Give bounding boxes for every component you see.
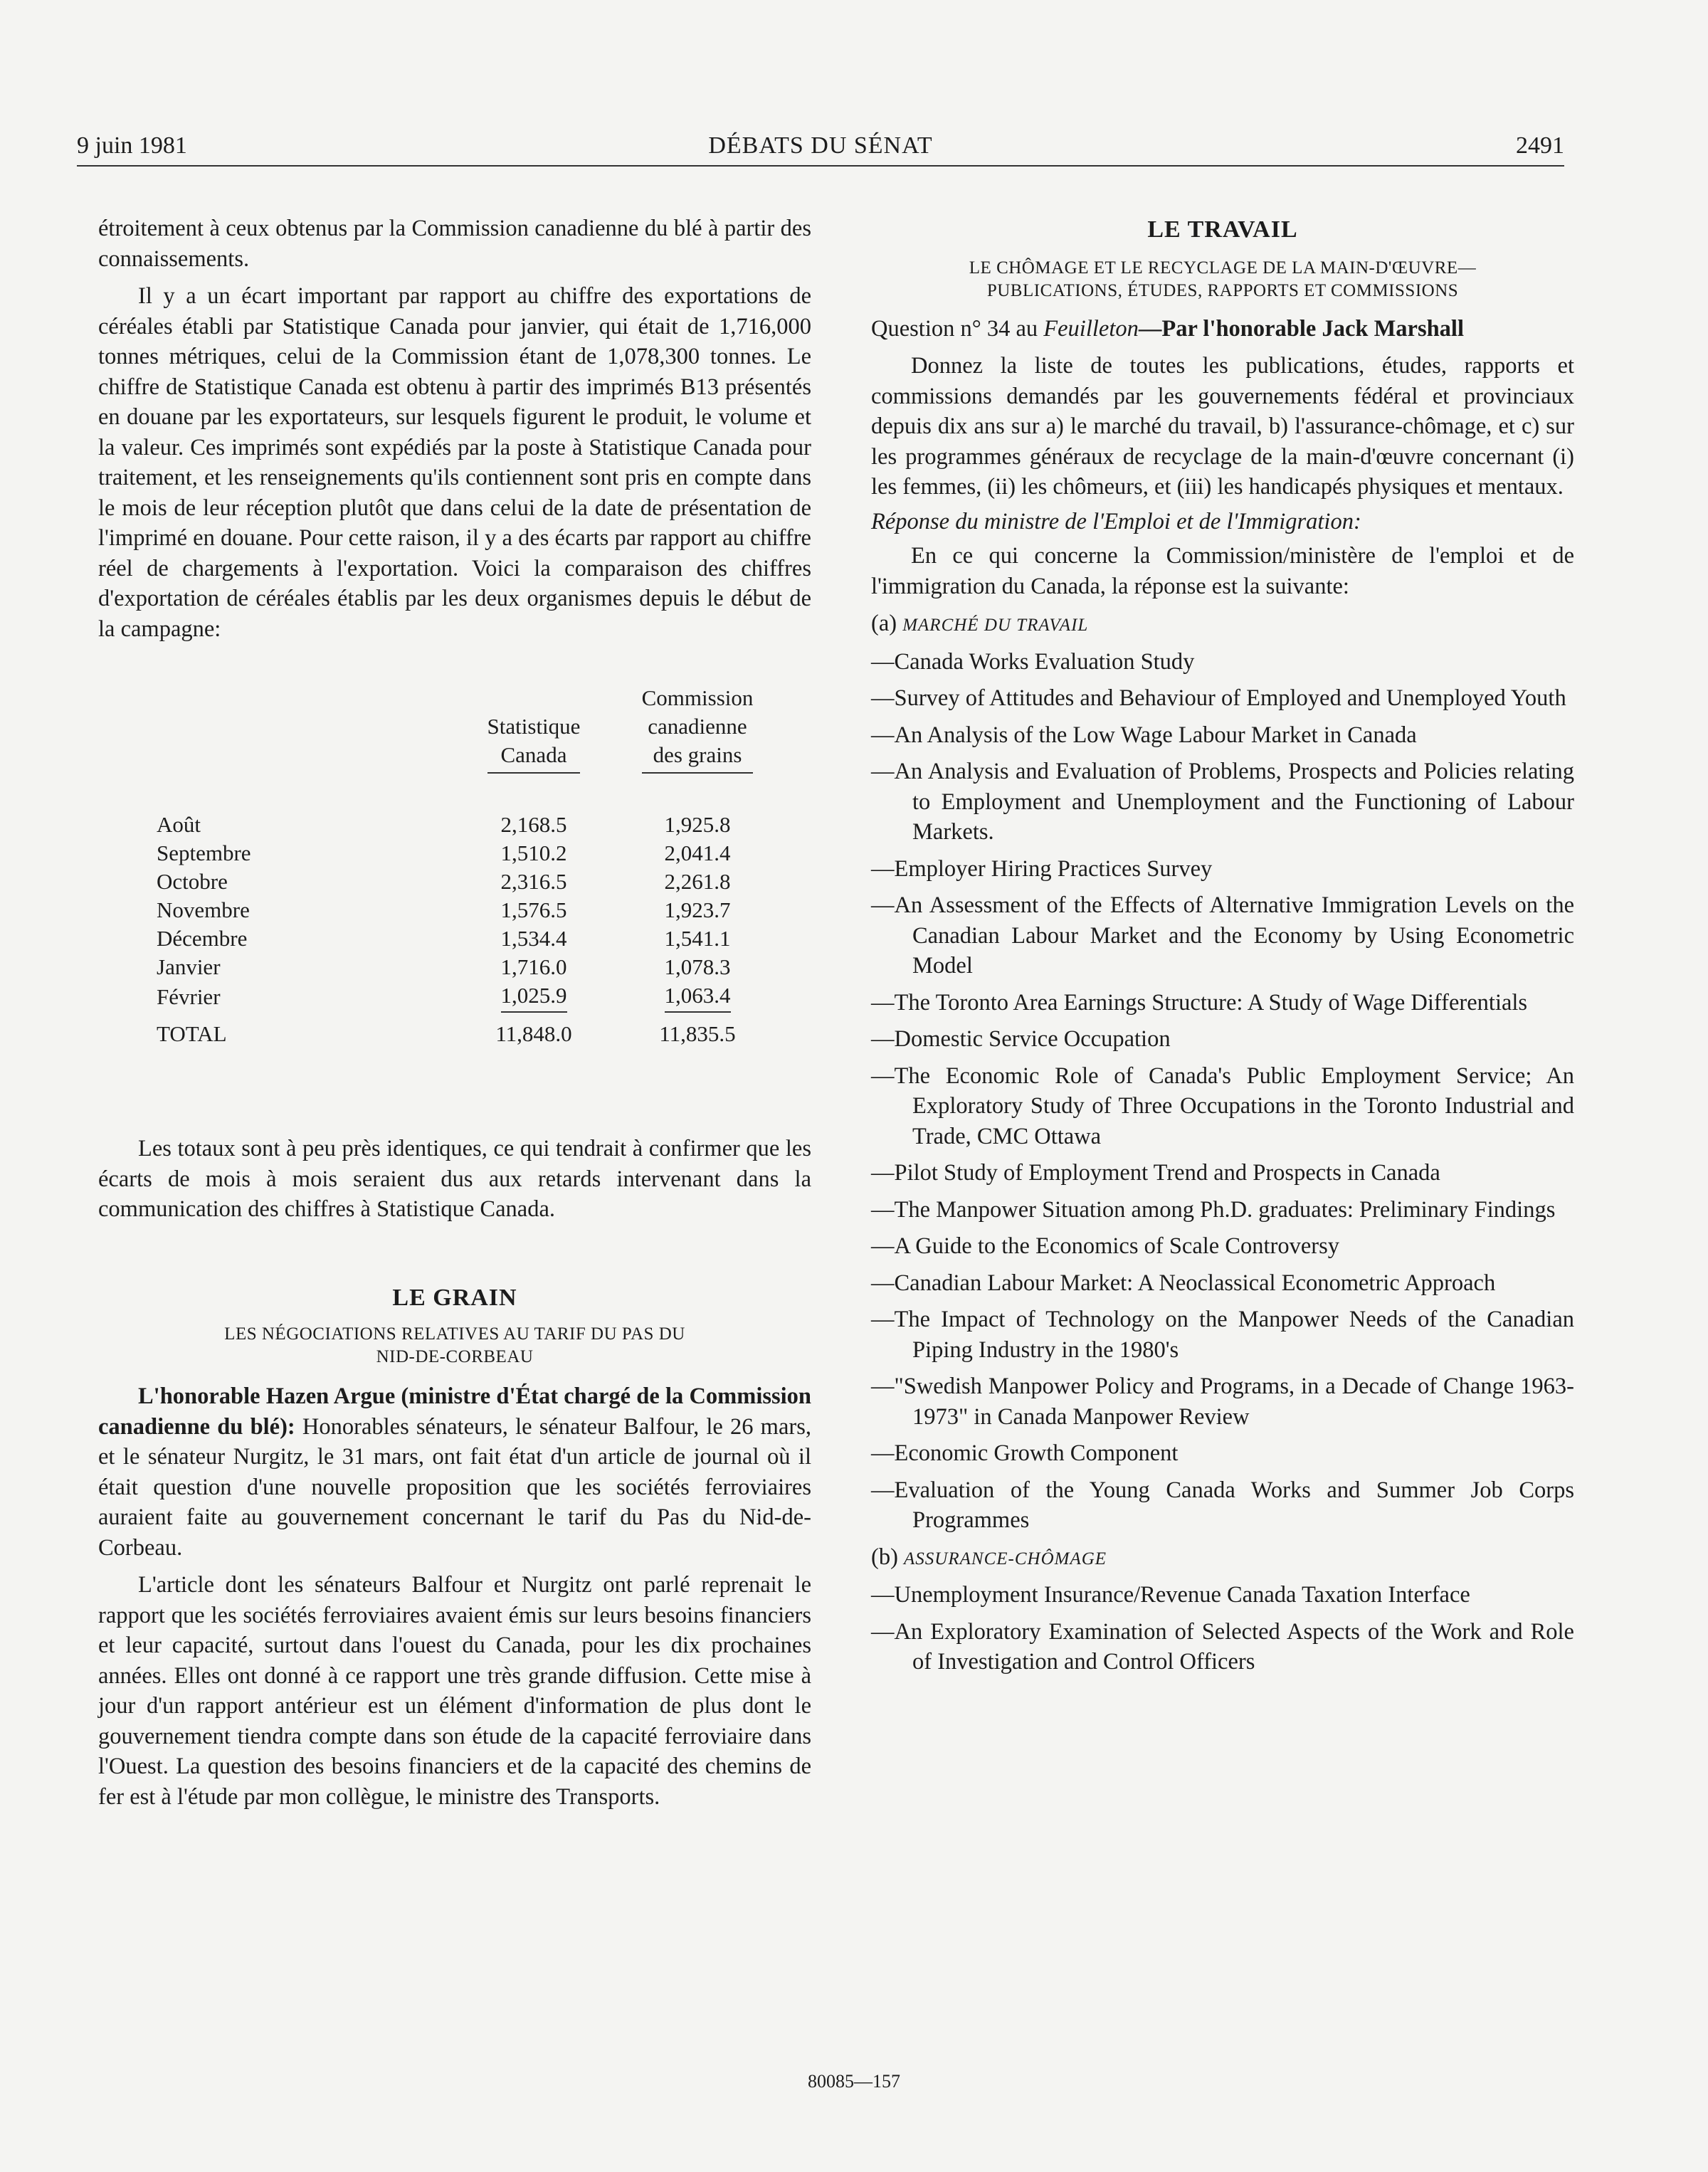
list-item: —Pilot Study of Employment Trend and Prospects in Canada	[871, 1160, 1440, 1186]
section-heading: LE TRAVAIL	[1147, 216, 1298, 243]
table-row: Septembre 1,510.2 2,041.4	[157, 840, 731, 865]
header-date: 9 juin 1981	[77, 132, 187, 159]
list-section-b	[871, 1580, 1574, 1677]
question-text: Donnez la liste de toutes les publications, études, rapports et commissions demandés par les gouvernements fédéral et provinciaux depuis dix ans sur a) le marché du travail, b) l'assurance-chômage, et c) sur les programmes généraux de recyclage de la main-d'œuvre concernant (i) les femmes, (ii) les chômeurs, et (iii) les handicapés physiques et mentaux.	[871, 353, 1574, 500]
table-row: Octobre 2,316.5 2,261.8	[157, 869, 731, 894]
section-a-label: (a) MARCHÉ DU TRAVAIL	[871, 611, 1089, 636]
section-subheading: LES NÉGOCIATIONS RELATIVES AU TARIF DU PAS DU	[224, 1324, 685, 1344]
section-heading: LE GRAIN	[392, 1284, 517, 1311]
section-subheading: NID-DE-CORBEAU	[376, 1347, 534, 1366]
list-item: —An Exploratory Examination of Selected Aspects of the Work and Role of Investigation and Control Officers	[871, 1618, 1574, 1675]
page-footer-code: 80085—157	[808, 2071, 900, 2092]
section-subheading: LE CHÔMAGE ET LE RECYCLAGE DE LA MAIN-D'ŒUVRE—	[969, 258, 1477, 278]
list-item: —Evaluation of the Young Canada Works and Summer Job Corps Programmes	[871, 1477, 1574, 1533]
list-item: —Canada Works Evaluation Study	[871, 648, 1195, 675]
paragraph: L'article dont les sénateurs Balfour et Nurgitz ont parlé reprenait le rapport que les sociétés ferroviaires avaient émis sur leurs besoins financiers et leur capacité, surtout dans l'ouest du Canada, pour les dix prochaines années. Elles ont donné à ce rapport une très grande diffusion. Cette mise à jour d'un rapport antérieur est un élément d'information de plus dont le gouvernement tiendra compte dans son étude de la capacité ferroviaire dans l'Ouest. La question des besoins financiers et de la capacité des chemins de fer est à l'étude par mon collègue, le ministre des Transports.	[98, 1572, 811, 1810]
list-section-a	[871, 647, 1574, 1536]
list-item: —An Analysis of the Low Wage Labour Market in Canada	[871, 722, 1417, 748]
list-item: —An Analysis and Evaluation of Problems, Prospects and Policies relating to Employment and Unemployment and the Functioning of Labour Markets.	[871, 759, 1574, 845]
list-item: —Economic Growth Component	[871, 1440, 1179, 1466]
table-row: Janvier 1,716.0 1,078.3	[157, 954, 731, 979]
section-subheading: PUBLICATIONS, ÉTUDES, RAPPORTS ET COMMISSIONS	[986, 280, 1459, 300]
page-header	[77, 130, 1564, 167]
list-item: —The Impact of Technology on the Manpower Needs of the Canadian Piping Industry in the 1980's	[871, 1307, 1574, 1363]
table-row: Novembre 1,576.5 1,923.7	[157, 897, 731, 922]
table-header-row	[157, 684, 761, 774]
list-item: —The Toronto Area Earnings Structure: A Study of Wage Differentials	[871, 989, 1528, 1016]
column-header-statcan: Statistique Canada	[434, 684, 633, 774]
table-row: Août 2,168.5 1,925.8	[157, 812, 731, 837]
paragraph: Les totaux sont à peu près identiques, ce qui tendrait à confirmer que les écarts de mois à mois seraient dus aux retards intervenant dans la communication des chiffres à Statistique Canada.	[98, 1136, 811, 1222]
list-item: —Unemployment Insurance/Revenue Canada Taxation Interface	[871, 1582, 1470, 1608]
header-page-number: 2491	[1516, 132, 1564, 159]
list-item: —An Assessment of the Effects of Alternative Immigration Levels on the Canadian Labour Market and the Economy by Using Econometric Model	[871, 892, 1574, 979]
list-item: —"Swedish Manpower Policy and Programs, in a Decade of Change 1963-1973" in Canada Manpower Review	[871, 1374, 1574, 1430]
list-item: —A Guide to the Economics of Scale Controversy	[871, 1233, 1339, 1259]
list-item: —Survey of Attitudes and Behaviour of Employed and Unemployed Youth	[871, 685, 1566, 711]
response-intro: En ce qui concerne la Commission/ministère de l'emploi et de l'immigration du Canada, la réponse est la suivante:	[871, 543, 1574, 599]
section-b-label: (b) ASSURANCE-CHÔMAGE	[871, 1544, 1107, 1570]
table-row: Décembre 1,534.4 1,541.1	[157, 926, 731, 951]
list-item: —Employer Hiring Practices Survey	[871, 855, 1213, 882]
table-total-row: TOTAL 11,848.0 11,835.5	[157, 1021, 736, 1046]
left-column	[98, 213, 811, 1812]
question-heading: Question n° 34 au Feuilleton—Par l'honorable Jack Marshall	[871, 315, 1464, 342]
list-item: —Canadian Labour Market: A Neoclassical Econometric Approach	[871, 1270, 1496, 1296]
speaker-name: L'honorable Hazen Argue (ministre d'État chargé de la Commission canadienne du blé):	[98, 1383, 811, 1440]
grain-export-table	[157, 684, 761, 1048]
list-item: —The Economic Role of Canada's Public Employment Service; An Exploratory Study of Three Occupations in the Toronto Industrial and Trade, CMC Ottawa	[871, 1063, 1574, 1149]
table-row: Février 1,025.9 1,063.4	[157, 981, 761, 1013]
right-column	[871, 213, 1574, 1684]
paragraph: L'honorable Hazen Argue (ministre d'État chargé de la Commission canadienne du blé): Honorables sénateurs, le sénateur Balfour, le 26 mars, et le sénateur Nurgitz, le 31 mars, ont fait état d'un article de journal où il était question d'une nouvelle proposition que les sociétés ferroviaires auraient faite au gouvernement concernant le tarif du Pas du Nid-de-Corbeau.	[98, 1383, 811, 1561]
list-item: —Domestic Service Occupation	[871, 1026, 1171, 1052]
list-item: —The Manpower Situation among Ph.D. graduates: Preliminary Findings	[871, 1196, 1556, 1223]
response-title: Réponse du ministre de l'Emploi et de l'Immigration:	[871, 508, 1361, 534]
paragraph: étroitement à ceux obtenus par la Commission canadienne du blé à partir des connaissements.	[98, 216, 811, 272]
paragraph: Il y a un écart important par rapport au chiffre des exportations de céréales établi par Statistique Canada pour janvier, qui était de 1,716,000 tonnes métriques, celui de la Commission étant de 1,078,300 tonnes. Le chiffre de Statistique Canada est obtenu à partir des imprimés B13 présentés en douane par les exportateurs, sur lesquels figurent le produit, le volume et la valeur. Ces imprimés sont expédiés par la poste à Statistique Canada pour traitement, et les renseignements qu'ils contiennent sont pris en compte dans le mois de leur réception plutôt que dans celui de la date de présentation de l'imprimé en douane. Pour cette raison, il y a des écarts par rapport au chiffre réel de chargements à l'exportation. Voici la comparaison des chiffres d'exportation de céréales établis par les deux organismes depuis le début de la campagne:	[98, 283, 811, 642]
header-title: DÉBATS DU SÉNAT	[708, 132, 933, 159]
column-header-commission: Commission canadienne des grains	[633, 684, 761, 774]
